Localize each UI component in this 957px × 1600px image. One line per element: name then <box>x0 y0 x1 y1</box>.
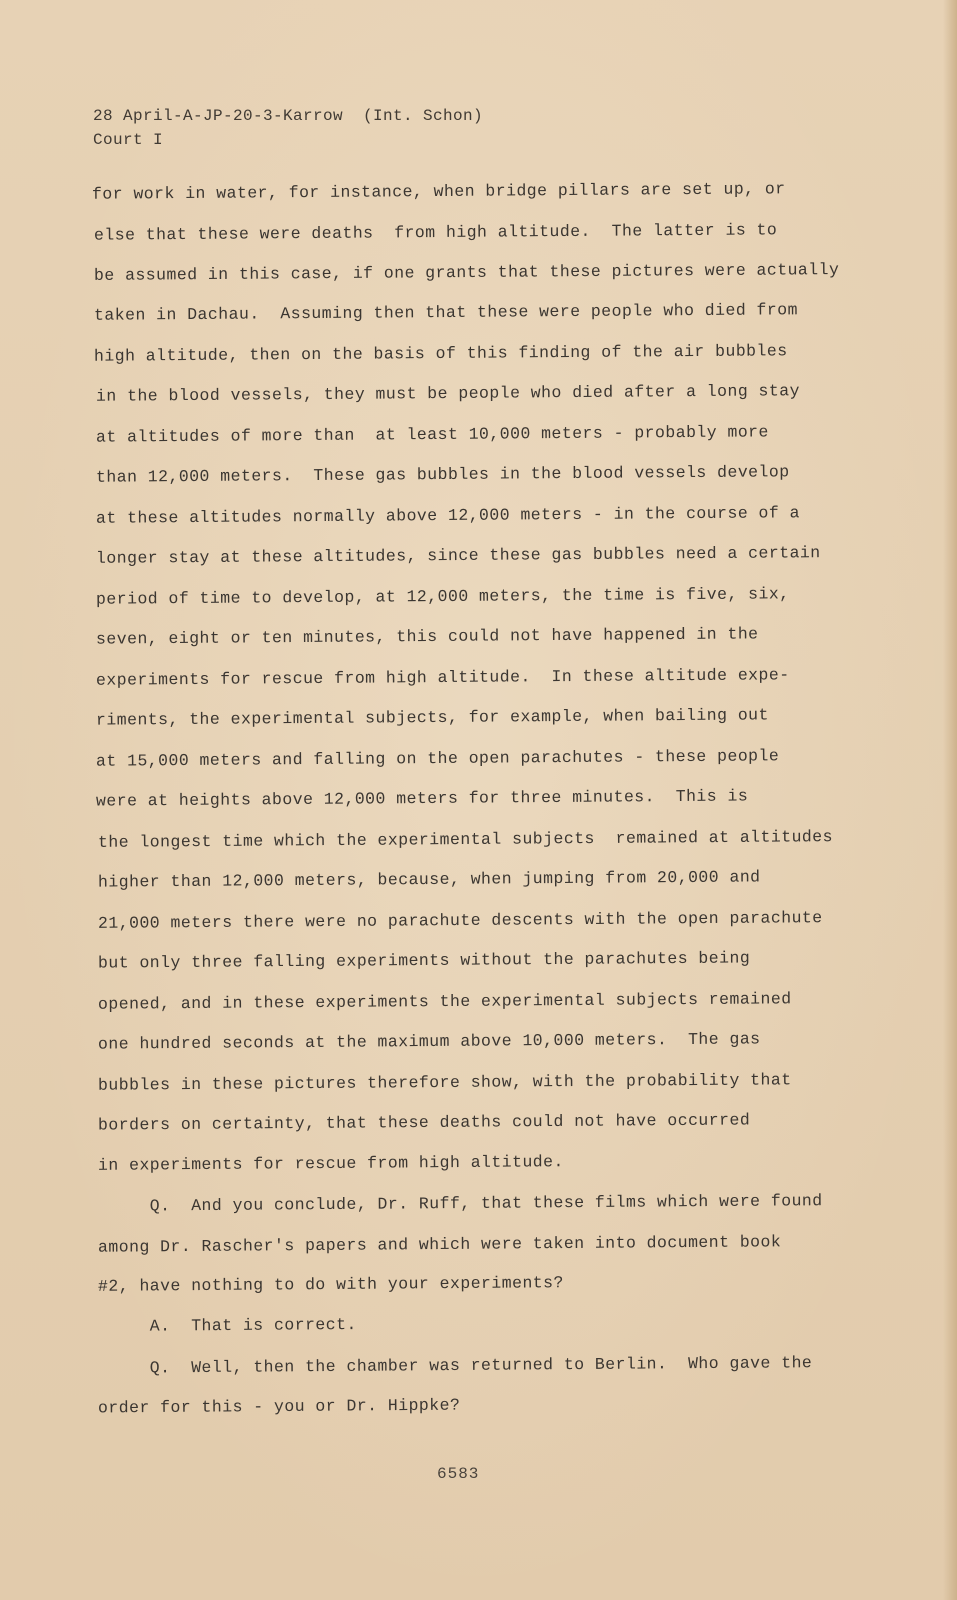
transcript-line: taken in Dachau. Assuming then that these were people who died from <box>93 300 798 325</box>
transcript-line: 21,000 meters there were no parachute descents with the open parachute <box>97 908 823 933</box>
page-number: 6583 <box>437 1465 480 1483</box>
page-edge-shadow <box>943 0 957 1600</box>
transcript-line: be assumed in this case, if one grants that these pictures were actually <box>93 260 840 285</box>
transcript-line: experiments for rescue from high altitude. In these altitude expe- <box>95 665 790 690</box>
transcript-line: #2, have nothing to do with your experiments? <box>97 1273 564 1296</box>
transcript-line: at these altitudes normally above 12,000 meters - in the course of a <box>95 503 800 528</box>
transcript-line: the longest time which the experimental subjects remained at altitudes <box>97 827 834 852</box>
transcript-line: were at heights above 12,000 meters for three minutes. This is <box>95 786 749 811</box>
transcript-line: high altitude, then on the basis of this finding of the air bubbles <box>93 341 788 366</box>
transcript-line: period of time to develop, at 12,000 meters, the time is five, six, <box>95 584 790 609</box>
answer-line: A. That is correct. <box>97 1314 357 1337</box>
transcript-line: bubbles in these pictures therefore show, with the probability that <box>97 1070 792 1095</box>
question-line: Q. Well, then the chamber was returned to Berlin. Who gave the <box>97 1353 813 1378</box>
header-reference: 28 April-A-JP-20-3-Karrow (Int. Schon) <box>93 107 484 125</box>
transcript-line: higher than 12,000 meters, because, when jumping from 20,000 and <box>97 867 761 892</box>
header-court: Court I <box>93 131 164 149</box>
transcript-line: than 12,000 meters. These gas bubbles in the blood vessels develop <box>95 462 790 487</box>
transcript-line: one hundred seconds at the maximum above 10,000 meters. The gas <box>97 1029 761 1054</box>
transcript-line: but only three falling experiments without the parachutes being <box>97 948 751 973</box>
transcript-line: opened, and in these experiments the experimental subjects remained <box>97 989 792 1014</box>
transcript-line: at altitudes of more than at least 10,000 meters - probably more <box>95 422 769 447</box>
transcript-line: borders on certainty, that these deaths could not have occurred <box>97 1110 751 1135</box>
document-header <box>93 104 483 152</box>
transcript-line: seven, eight or ten minutes, this could not have happened in the <box>95 624 759 649</box>
transcript-line: for work in water, for instance, when bridge pillars are set up, or <box>91 179 786 204</box>
transcript-line: riments, the experimental subjects, for example, when bailing out <box>95 705 769 730</box>
transcript-line: in experiments for rescue from high altitude. <box>97 1152 564 1175</box>
transcript-line: else that these were deaths from high altitude. The latter is to <box>93 220 778 245</box>
transcript-line: in the blood vessels, they must be people who died after a long stay <box>95 381 800 406</box>
transcript-line: order for this - you or Dr. Hippke? <box>97 1395 461 1418</box>
transcript-line: among Dr. Rascher's papers and which were taken into document book <box>97 1232 782 1257</box>
transcript-line: at 15,000 meters and falling on the open parachutes - these people <box>95 746 780 771</box>
transcript-line: longer stay at these altitudes, since these gas bubbles need a certain <box>95 543 821 568</box>
question-line: Q. And you conclude, Dr. Ruff, that these films which were found <box>97 1191 823 1216</box>
